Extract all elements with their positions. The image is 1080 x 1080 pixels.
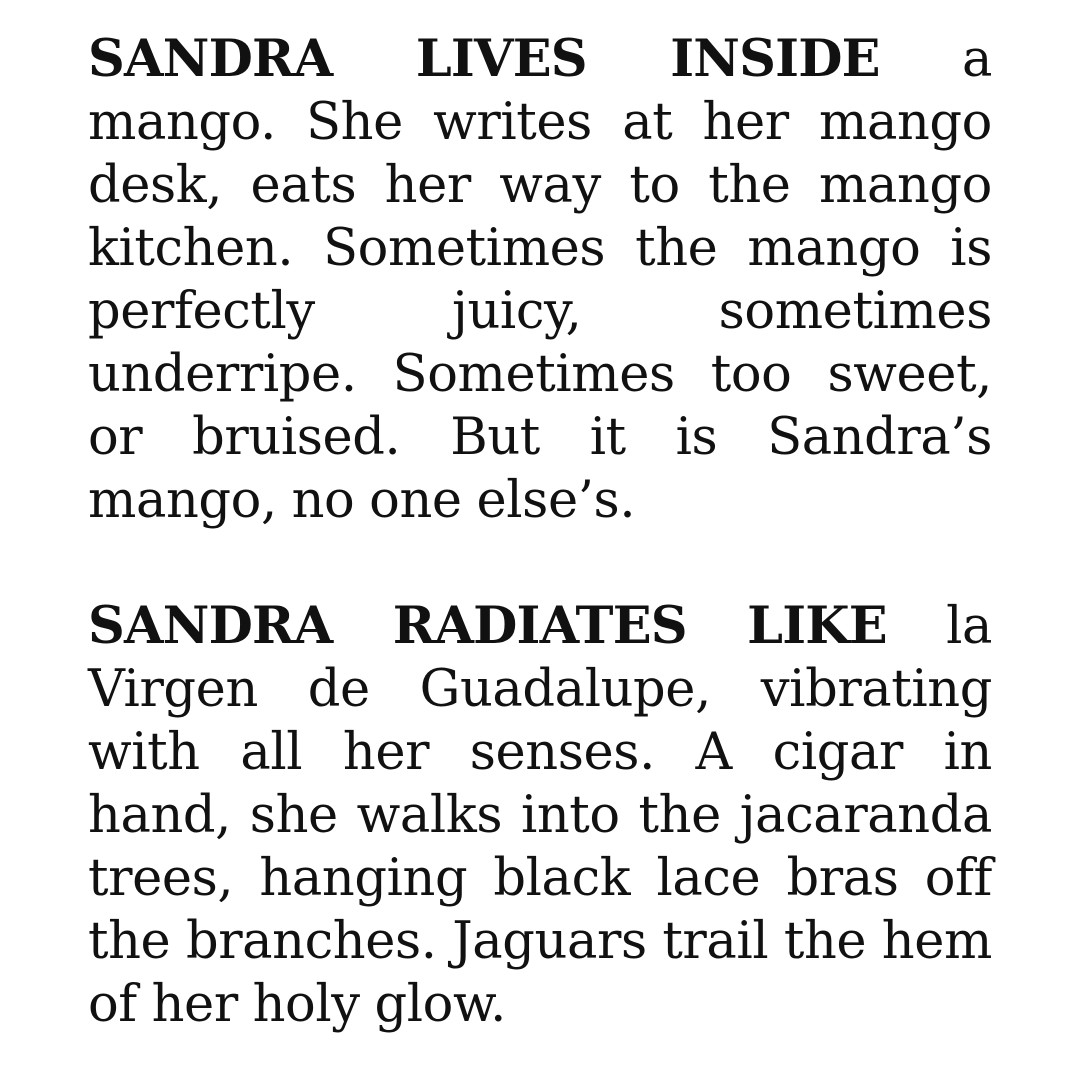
paragraph-body: la Virgen de Guadalupe, vibrating with all her senses. A cigar in hand, she walks into the jacaranda trees, hanging black lace bras off the branches. Jaguars trail the hem of her holy glow. — [88, 597, 992, 1034]
paragraph-mango — [88, 28, 992, 532]
paragraph-body: a mango. She writes at her mango desk, eats her way to the mango kitchen. Sometimes the mango is perfectly juicy, sometimes underripe. Sometimes too sweet, or bruised. But it is Sandra’s mango, no one else’s. — [88, 30, 992, 530]
paragraph-radiates — [88, 595, 992, 1036]
paragraph-lead: SANDRA RADIATES LIKE — [88, 596, 887, 656]
text-page — [88, 28, 992, 1036]
paragraph-lead: SANDRA LIVES INSIDE — [88, 29, 880, 89]
